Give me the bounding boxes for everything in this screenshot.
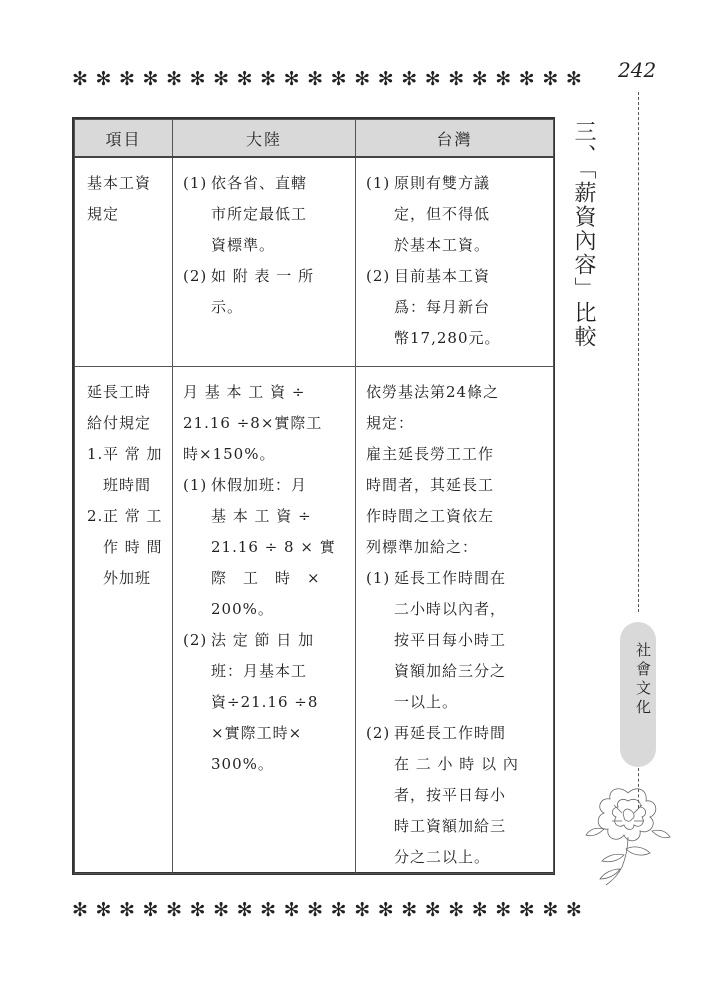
star-ornament: ✻ (471, 68, 488, 90)
item-line: 基本工資 (87, 174, 152, 192)
intro-text: 時×150%。 (183, 445, 276, 463)
item-text: 定，但不得低 (394, 205, 491, 223)
item-number: (1) (366, 174, 391, 192)
cell-item-basic-wage (75, 157, 173, 367)
star-ornament: ✻ (72, 68, 88, 90)
cell-taiwan-overtime (356, 367, 554, 874)
star-ornament: ✻ (142, 899, 159, 921)
intro-text: 規定： (366, 414, 415, 432)
star-ornament: ✻ (424, 68, 441, 90)
item-text: 200%。 (211, 600, 274, 618)
star-ornament: ✻ (330, 899, 347, 921)
item-number: (2) (366, 267, 391, 285)
star-ornament: ✻ (236, 899, 253, 921)
star-ornament: ✻ (565, 899, 582, 921)
star-ornament: ✻ (401, 899, 418, 921)
star-ornament: ✻ (495, 68, 512, 90)
star-ornament: ✻ (542, 899, 559, 921)
star-ornament: ✻ (72, 899, 88, 921)
item-text: 目前基本工資 (394, 267, 491, 285)
intro-text: 依勞基法第24條之 (366, 383, 500, 401)
star-ornament: ✻ (213, 68, 230, 90)
margin-dashed-line (638, 92, 639, 612)
item-text: 平 常 加 (103, 445, 163, 463)
item-line: 延長工時 (87, 383, 152, 401)
item-text: 延長工作時間在 (394, 569, 507, 587)
item-text: 資額加給三分之 (394, 662, 507, 680)
item-text: 原則有雙方議 (394, 174, 491, 192)
table-row-basic-wage (75, 157, 554, 367)
item-text: 休假加班：月 (211, 476, 308, 494)
star-ornament: ✻ (377, 899, 394, 921)
top-star-border (72, 68, 582, 90)
item-text: 正 常 工 (103, 507, 163, 525)
item-text: 班：月基本工 (211, 662, 308, 680)
item-line: 給付規定 (87, 414, 152, 432)
item-text: 資標準。 (211, 236, 276, 254)
list-item (366, 261, 543, 354)
item-text: 幣17,280元。 (394, 329, 501, 347)
list-item (183, 625, 345, 780)
item-text: 一以上。 (394, 693, 459, 711)
item-text: 法 定 節 日 加 (211, 631, 315, 649)
star-ornament: ✻ (565, 68, 582, 90)
star-ornament: ✻ (189, 68, 206, 90)
star-ornament: ✻ (95, 899, 112, 921)
section-title: 三、「薪資內容」比較 (571, 120, 596, 349)
item-text: 分之二以上。 (394, 848, 491, 866)
item-number: (2) (183, 267, 208, 285)
list-item (87, 439, 166, 501)
header-mainland: 大陸 (173, 120, 356, 158)
section-tab-label: 社會文化 (634, 642, 652, 718)
header-item: 項目 (75, 120, 173, 158)
star-ornament: ✻ (354, 68, 371, 90)
star-ornament: ✻ (307, 68, 324, 90)
item-text: 在 二 小 時 以 內 (394, 755, 519, 773)
cell-mainland-basic-wage (173, 157, 356, 367)
star-ornament: ✻ (401, 68, 418, 90)
item-text: 外加班 (103, 569, 152, 587)
star-ornament: ✻ (283, 899, 300, 921)
list-item (183, 470, 345, 625)
item-number: (1) (183, 174, 208, 192)
item-text: 資÷21.16 ÷8 (211, 693, 319, 711)
bottom-star-border (72, 899, 582, 921)
list-item (183, 261, 345, 323)
item-text: 二小時以內者， (394, 600, 507, 618)
star-ornament: ✻ (283, 68, 300, 90)
star-ornament: ✻ (424, 899, 441, 921)
item-number: 1. (87, 445, 104, 463)
list-item (366, 168, 543, 261)
item-text: 再延長工作時間 (394, 724, 507, 742)
intro-text: 21.16 ÷8×實際工 (183, 414, 323, 432)
star-ornament: ✻ (495, 899, 512, 921)
intro-text: 列標準加給之： (366, 538, 479, 556)
star-ornament: ✻ (518, 68, 535, 90)
item-text: ×實際工時× (211, 724, 303, 742)
item-text: 基 本 工 資 ÷ (211, 507, 312, 525)
item-text: 依各省、直轄 (211, 174, 308, 192)
item-text: 示。 (211, 298, 244, 316)
item-text: 作 時 間 (103, 538, 163, 556)
intro-text: 時間者，其延長工 (366, 476, 495, 494)
section-tab (620, 622, 656, 767)
star-ornament: ✻ (354, 899, 371, 921)
item-text: 如 附 表 一 所 (211, 267, 315, 285)
item-number: (1) (183, 476, 208, 494)
item-text: 者，按平日每小 (394, 786, 507, 804)
star-ornament: ✻ (518, 899, 535, 921)
comparison-table (72, 117, 555, 875)
cell-taiwan-basic-wage (356, 157, 554, 367)
star-ornament: ✻ (448, 899, 465, 921)
star-ornament: ✻ (119, 68, 135, 90)
item-text: 時工資額加給三 (394, 817, 507, 835)
item-text: 21.16 ÷ 8 × 實 (211, 538, 336, 556)
star-ornament: ✻ (236, 68, 253, 90)
star-ornament: ✻ (542, 68, 559, 90)
item-text: 班時間 (103, 476, 152, 494)
item-number: 2. (87, 507, 104, 525)
star-ornament: ✻ (377, 68, 394, 90)
header-taiwan: 台灣 (356, 120, 554, 158)
star-ornament: ✻ (166, 68, 182, 90)
item-text: 際 工 時 × (211, 569, 321, 587)
item-number: (2) (183, 631, 208, 649)
star-ornament: ✻ (213, 899, 230, 921)
star-ornament: ✻ (189, 899, 206, 921)
star-ornament: ✻ (448, 68, 465, 90)
item-text: 爲：每月新台 (394, 298, 491, 316)
cell-item-overtime (75, 367, 173, 874)
star-ornament: ✻ (260, 899, 277, 921)
intro-text: 月 基 本 工 資 ÷ (183, 383, 306, 401)
item-line: 規定 (87, 205, 120, 223)
list-item (366, 563, 543, 718)
star-ornament: ✻ (95, 68, 112, 90)
star-ornament: ✻ (330, 68, 347, 90)
intro-text: 雇主延長勞工工作 (366, 445, 495, 463)
item-text: 於基本工資。 (394, 236, 491, 254)
star-ornament: ✻ (307, 899, 324, 921)
intro-text: 作時間之工資依左 (366, 507, 495, 525)
star-ornament: ✻ (260, 68, 277, 90)
star-ornament: ✻ (119, 899, 135, 921)
item-number: (2) (366, 724, 391, 742)
star-ornament: ✻ (166, 899, 182, 921)
star-ornament: ✻ (471, 899, 488, 921)
item-text: 300%。 (211, 755, 274, 773)
item-number: (1) (366, 569, 391, 587)
page-number: 242 (618, 58, 657, 82)
cell-mainland-overtime (173, 367, 356, 874)
list-item (183, 168, 345, 261)
list-item (87, 501, 166, 594)
table-row-overtime (75, 367, 554, 874)
item-text: 按平日每小時工 (394, 631, 507, 649)
list-item (366, 718, 543, 873)
peony-flower-icon (578, 775, 678, 890)
item-text: 市所定最低工 (211, 205, 308, 223)
star-ornament: ✻ (142, 68, 159, 90)
